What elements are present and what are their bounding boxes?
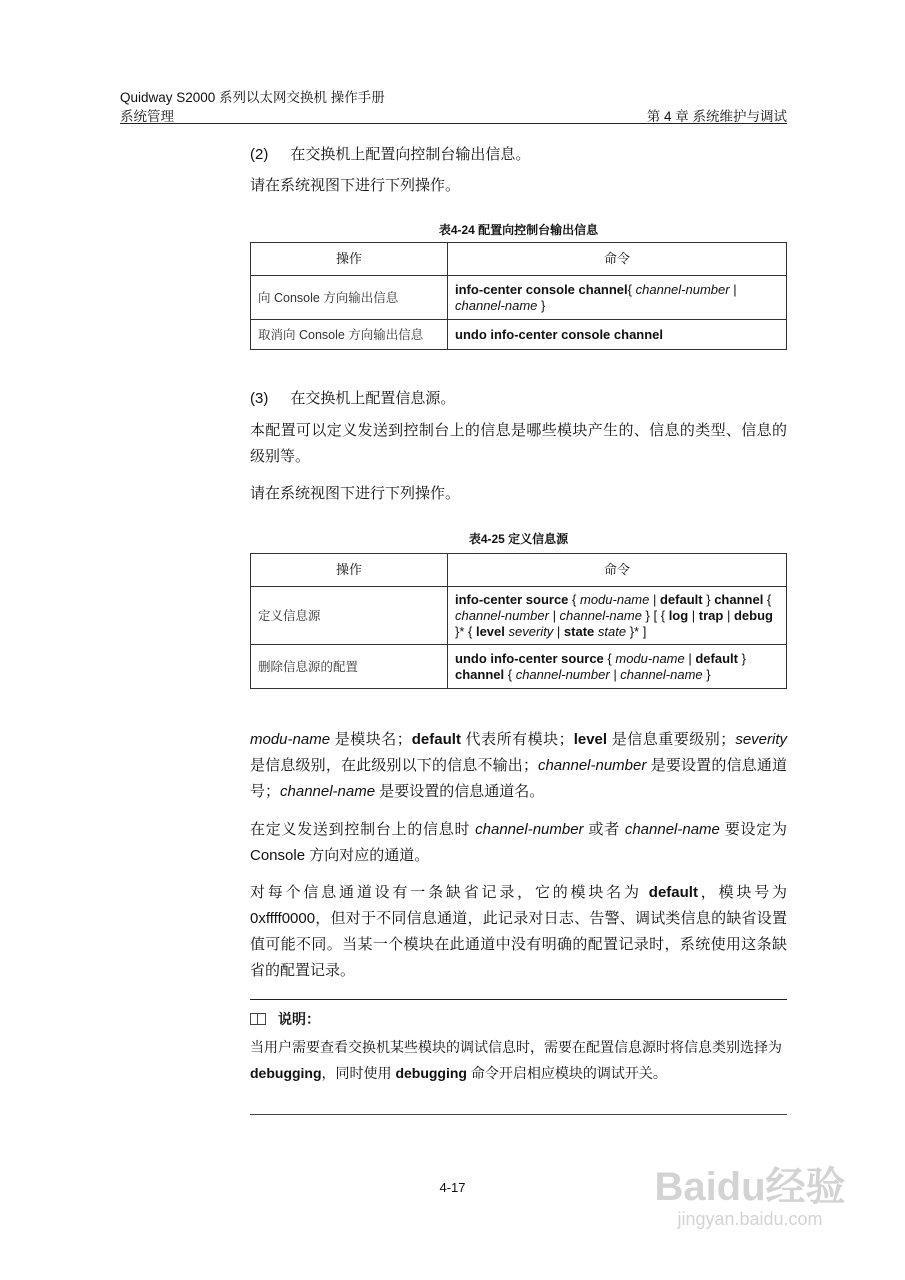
text-run: } [537, 297, 546, 313]
step-text: 在交换机上配置向控制台输出信息。 [290, 146, 531, 163]
text-run: 当用户需要查看交换机某些模块的调试信息时，需要在配置信息源时将信息类别选择为 [250, 1039, 782, 1055]
text-run: debugging [250, 1065, 322, 1081]
command-cell [448, 645, 787, 689]
book-icon [250, 1013, 266, 1025]
text-run: state [597, 623, 627, 639]
section-name: 系统管理 [120, 109, 174, 124]
text-run: | [729, 281, 737, 297]
text-run: state [563, 623, 595, 639]
table-row [251, 645, 787, 689]
text-run: undo info-center console channel [455, 326, 664, 342]
text-run: default [695, 650, 738, 666]
text-run: | [684, 650, 696, 666]
instruction: 请在系统视图下进行下列操作。 [250, 177, 461, 194]
text-run: channel-number [475, 821, 584, 838]
text-run: } [737, 650, 746, 666]
text-run: 在定义发送到控制台上的信息时 [250, 821, 476, 838]
step-number: (2) [250, 146, 269, 163]
text-run: channel-number [635, 281, 730, 297]
column-header: 命令 [448, 554, 787, 587]
text-run: default [659, 591, 703, 607]
text-run: severity [508, 623, 554, 639]
note-top-rule [250, 999, 787, 1000]
table-caption: 表4-24 配置向控制台输出信息 [438, 223, 599, 237]
text-run: info-center source [455, 591, 569, 607]
text-run: info-center console channel [455, 281, 628, 297]
table-info-source [250, 553, 787, 689]
text-run: 是要设置的信息通道名。 [375, 783, 545, 800]
text-run: 代表所有模块； [460, 731, 574, 748]
text-run: 是模块名； [330, 731, 412, 748]
text-run: channel-name [280, 783, 376, 800]
text-run: channel-number | channel-name [515, 666, 703, 682]
step-3 [250, 386, 787, 412]
text-run: } [702, 666, 711, 682]
chapter-title: 第 4 章 系统维护与调试 [646, 109, 787, 124]
text-run: channel-name [455, 297, 538, 313]
text-run: { [763, 591, 772, 607]
text-run: channel [455, 666, 505, 682]
text-run: undo info-center source [455, 650, 604, 666]
operation-cell: 定义信息源 [251, 587, 448, 645]
column-header: 命令 [448, 243, 787, 276]
command-cell [448, 587, 787, 645]
text-run: ，模块号为 0xffff0000，但对于不同信息通道，此记录对日志、告警、调试类信息的缺省设置值可能不同。当某一个模块在此通道中没有明确的配置记录时，系统使用这条缺省的配置记录。 [250, 884, 787, 979]
text-run: | [723, 607, 734, 623]
table-row [251, 320, 787, 350]
note-body [250, 1034, 787, 1086]
command-cell [448, 320, 787, 350]
note-heading [250, 1006, 787, 1032]
text-run: 命令开启相应模块的调试开关。 [466, 1065, 667, 1081]
text-run: 对每个信息通道设有一条缺省记录，它的模块名为 [250, 884, 649, 901]
text-run: channel-number [537, 757, 647, 774]
note-bottom-rule [250, 1114, 787, 1115]
text-run: modu-name [250, 731, 331, 748]
text-run: } [702, 591, 715, 607]
text-run: | [553, 623, 564, 639]
paragraph [250, 880, 787, 984]
operation-cell: 向 Console 方向输出信息 [251, 276, 448, 320]
step-number: (3) [250, 390, 269, 407]
column-header: 操作 [251, 554, 448, 587]
text-run: | [649, 591, 660, 607]
text-run: 是信息级别，在此级别以下的信息不输出； [250, 757, 538, 774]
table-caption: 表4-25 定义信息源 [468, 532, 569, 546]
command-cell [448, 276, 787, 320]
header-rule [120, 123, 787, 124]
text-run: debug [733, 607, 773, 623]
text-run: { [568, 591, 580, 607]
page-number: 4-17 [439, 1180, 466, 1195]
text-run: | [688, 607, 699, 623]
text-run: 是信息重要级别； [607, 731, 736, 748]
text-run: { [603, 650, 616, 666]
watermark-url: jingyan.baidu.com [677, 1209, 823, 1229]
paragraph: 本配置可以定义发送到控制台上的信息是哪些模块产生的、信息的类型、信息的级别等。 [250, 422, 787, 465]
text-run: } [ { [641, 607, 669, 623]
step-text: 在交换机上配置信息源。 [290, 390, 456, 407]
text-run: log [668, 607, 689, 623]
baidu-watermark [645, 1165, 855, 1230]
text-run: { [627, 281, 636, 297]
text-run: default [648, 884, 698, 901]
text-run: }* ] [626, 623, 647, 639]
text-run: modu-name [615, 650, 685, 666]
text-run: channel-name [624, 821, 720, 838]
operation-cell: 删除信息源的配置 [251, 645, 448, 689]
paragraph [250, 727, 787, 805]
text-run: channel [714, 591, 764, 607]
text-run: severity [735, 731, 787, 748]
text-run: }* { [455, 623, 476, 639]
table-row [251, 587, 787, 645]
text-run: default [411, 731, 461, 748]
instruction: 请在系统视图下进行下列操作。 [250, 485, 461, 502]
text-run: ，同时使用 [321, 1065, 396, 1081]
manual-title: Quidway S2000 系列以太网交换机 操作手册 [120, 90, 385, 105]
text-run: debugging [395, 1065, 467, 1081]
text-run: 是要设置的信息通道号； [250, 757, 787, 800]
step-2 [250, 142, 787, 168]
text-run: modu-name [580, 591, 650, 607]
paragraph [250, 817, 787, 869]
text-run: { [504, 666, 516, 682]
table-row [251, 276, 787, 320]
text-run: 要设定为 Console 方向对应的通道。 [250, 821, 787, 864]
text-run: level [475, 623, 505, 639]
column-header: 操作 [251, 243, 448, 276]
note-title: 说明： [278, 1011, 320, 1027]
watermark-logo: Baidu经验 [654, 1165, 846, 1209]
text-run: trap [698, 607, 724, 623]
text-run: 或者 [583, 821, 625, 838]
table-console-output [250, 242, 787, 350]
text-run: channel-number | channel-name [455, 607, 642, 623]
text-run: level [573, 731, 608, 748]
operation-cell: 取消向 Console 方向输出信息 [251, 320, 448, 350]
